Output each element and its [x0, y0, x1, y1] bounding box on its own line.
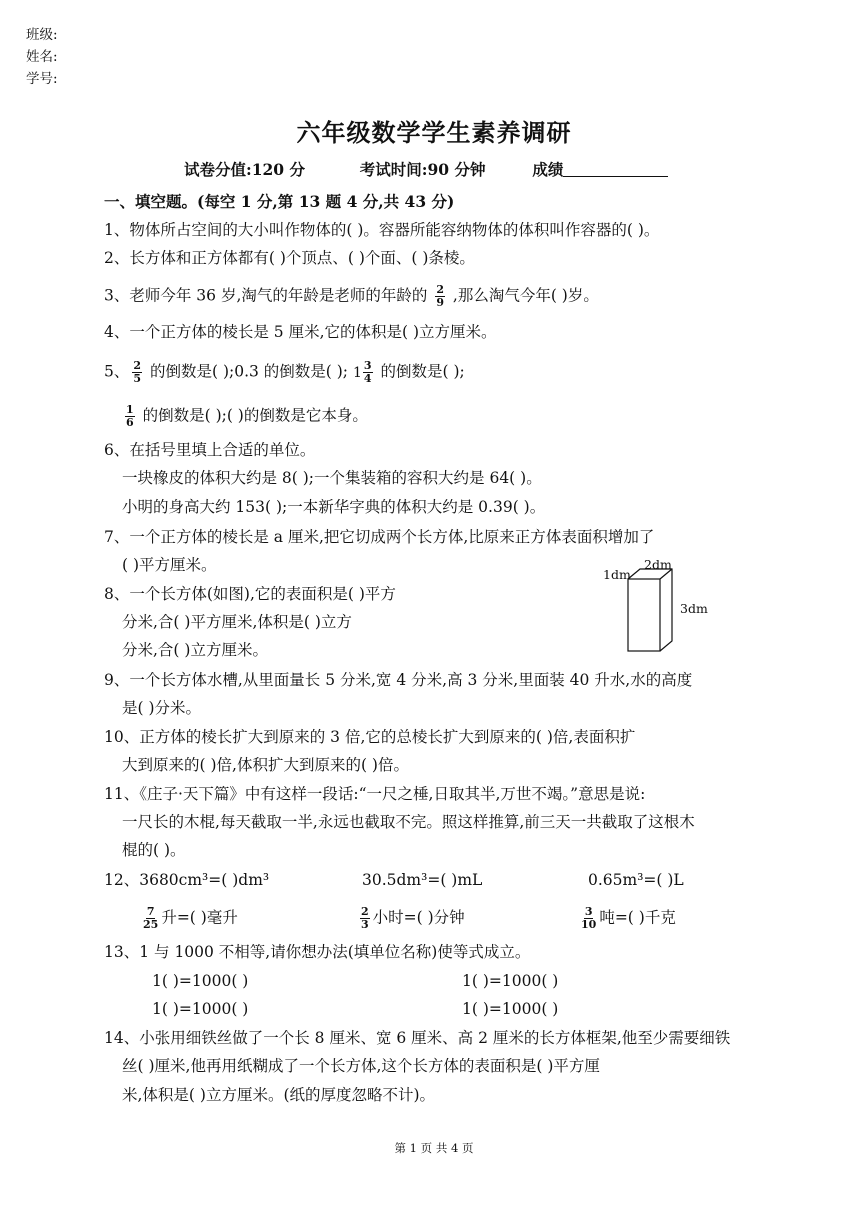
question-9: 9、一个长方体水槽,从里面量长 5 分米,宽 4 分米,高 3 分米,里面装 40 升水,水的高度: [104, 671, 693, 689]
question-13: 13、1 与 1000 不相等,请你想办法(填单位名称)使等式成立。: [104, 943, 531, 961]
question-4: 4、一个正方体的棱长是 5 厘米,它的体积是( )立方厘米。: [104, 323, 497, 341]
question-5-text-2: 的倒数是( );: [380, 362, 465, 381]
question-8-line-2: 分米,合( )平方厘米,体积是( )立方: [122, 613, 352, 631]
question-12-b: 30.5dm³=( )mL: [362, 871, 483, 889]
question-5-line-2: [122, 404, 368, 429]
question-12-e-text: 小时=( )分钟: [372, 908, 465, 927]
question-6-line-1: 一块橡皮的体积大约是 8( );一个集装箱的容积大约是 64( )。: [122, 469, 542, 487]
grade-blank[interactable]: [563, 162, 668, 177]
fraction: $\frac{3}{10}$: [581, 905, 597, 931]
question-6: 6、在括号里填上合适的单位。: [104, 441, 316, 459]
question-11-line-2: 一尺长的木棍,每天截取一半,永远也截取不完。照这样推算,前三天一共截取了这根木: [122, 813, 695, 831]
class-label: 班级:: [26, 27, 58, 43]
question-2: 2、长方体和正方体都有( )个顶点、( )个面、( )条棱。: [104, 249, 475, 267]
question-12-c: 0.65m³=( )L: [588, 871, 684, 889]
page-number: 第 1 页 共 4 页: [394, 1141, 474, 1155]
question-14: 14、小张用细铁丝做了一个长 8 厘米、宽 6 厘米、高 2 厘米的长方体框架,他至少需要细铁: [104, 1029, 731, 1047]
question-5-text-3: 的倒数是( );( )的倒数是它本身。: [142, 406, 368, 425]
score-info: 试卷分值:120 分: [184, 160, 305, 179]
question-12-f-text: 吨=( )千克: [599, 908, 676, 927]
question-12-d-text: 升=( )毫升: [161, 908, 238, 927]
question-10: 10、正方体的棱长扩大到原来的 3 倍,它的总棱长扩大到原来的( )倍,表面积扩: [104, 728, 636, 746]
fraction: $\frac{2}{3}$: [361, 905, 369, 931]
question-7: 7、一个正方体的棱长是 a 厘米,把它切成两个长方体,比原来正方体表面积增加了: [104, 528, 655, 546]
question-12-e: [357, 906, 465, 931]
question-11: 11、《庄子·天下篇》中有这样一段话:“一尺之棰,日取其半,万世不竭。”意思是说:: [104, 785, 646, 803]
question-14-line-3: 米,体积是( )立方厘米。(纸的厚度忽略不计)。: [122, 1086, 436, 1104]
width-label: 1dm: [603, 567, 631, 582]
question-8-line-3: 分米,合( )立方厘米。: [122, 641, 268, 659]
page-title: 六年级数学学生素养调研: [296, 118, 572, 147]
question-13-eq-2: 1( )=1000( ): [462, 972, 559, 990]
fraction: $\frac{2}{9}$: [436, 283, 444, 309]
question-11-line-3: 棍的( )。: [122, 841, 186, 859]
section-heading: 一、填空题。(每空 1 分,第 13 题 4 分,共 43 分): [104, 192, 455, 211]
fraction: $\frac{7}{25}$: [143, 905, 159, 931]
time-info: 考试时间:90 分钟: [359, 160, 486, 179]
mixed-number: 1 $\frac{3}{4}$: [352, 359, 372, 385]
name-label: 姓名:: [26, 49, 58, 65]
fraction: $\frac{2}{5}$: [133, 359, 142, 385]
grade-label: 成绩: [532, 160, 564, 179]
question-5-number: 5、: [104, 362, 130, 381]
question-13-eq-1: 1( )=1000( ): [152, 972, 249, 990]
question-12-f: [578, 906, 676, 931]
length-label: 2dm: [644, 557, 672, 572]
student-id-label: 学号:: [26, 71, 58, 87]
question-3: [104, 284, 599, 309]
question-5: [104, 360, 465, 385]
question-5-text-1: 的倒数是( );0.3 的倒数是( );: [149, 362, 349, 381]
question-8: 8、一个长方体(如图),它的表面积是( )平方: [104, 585, 396, 603]
cuboid-figure: [600, 555, 750, 660]
question-10-line-2: 大到原来的( )倍,体积扩大到原来的( )倍。: [122, 756, 409, 774]
question-9-line-2: 是( )分米。: [122, 699, 202, 717]
question-1: 1、物体所占空间的大小叫作物体的( )。容器所能容纳物体的体积叫作容器的( )。: [104, 221, 660, 239]
fraction: $\frac{1}{6}$: [126, 403, 134, 429]
exam-meta: [184, 158, 668, 180]
question-3-text-b: ,那么淘气今年( )岁。: [452, 286, 599, 305]
question-14-line-2: 丝( )厘米,他再用纸糊成了一个长方体,这个长方体的表面积是( )平方厘: [122, 1057, 600, 1075]
question-12-d: [140, 906, 238, 931]
question-12-a: 12、3680cm³=( )dm³: [104, 871, 270, 889]
question-13-eq-4: 1( )=1000( ): [462, 1000, 559, 1018]
question-3-text-a: 3、老师今年 36 岁,淘气的年龄是老师的年龄的: [104, 286, 428, 305]
question-13-eq-3: 1( )=1000( ): [152, 1000, 249, 1018]
height-label: 3dm: [680, 601, 708, 616]
question-7-line-2: ( )平方厘米。: [122, 556, 217, 574]
question-6-line-2: 小明的身高大约 153( );一本新华字典的体积大约是 0.39( )。: [122, 498, 546, 516]
